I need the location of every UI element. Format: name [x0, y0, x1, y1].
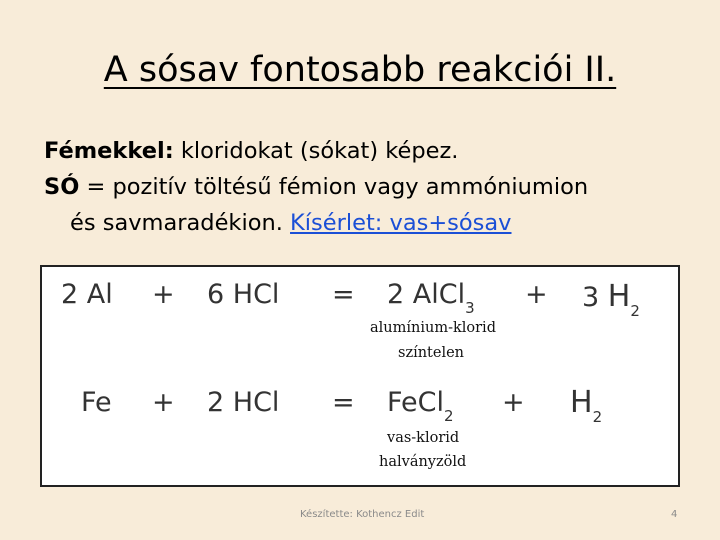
- text-salt: = pozitív töltésű fémion vagy ammóniumion: [79, 174, 589, 200]
- line-metals: [44, 133, 694, 169]
- eq2-plus1: +: [152, 387, 175, 418]
- equation-panel: [40, 265, 680, 487]
- eq1-plus2: +: [525, 279, 548, 310]
- text-salt-cont: és savmaradékion.: [70, 210, 291, 236]
- eq2-equals: =: [332, 387, 355, 418]
- eq1-note-name: alumínium-klorid: [370, 320, 496, 336]
- line-salt: [44, 169, 694, 205]
- label-metals: Fémekkel:: [44, 138, 174, 164]
- slide-title: [0, 48, 720, 92]
- eq1-equals: =: [332, 279, 355, 310]
- eq2-plus2: +: [502, 387, 525, 418]
- title-text: A sósav fontosabb reakciói II.: [103, 50, 617, 90]
- body-text: [44, 133, 694, 241]
- eq1-product2: 3 $H_2$: [582, 279, 640, 320]
- eq2-note-color: halványzöld: [379, 454, 467, 470]
- eq2-product1: FeCl$_2$: [387, 387, 454, 425]
- eq1-plus1: +: [152, 279, 175, 310]
- eq2-reactant1: Fe: [81, 387, 112, 418]
- eq2-product2: $H_2$: [570, 385, 603, 426]
- line-salt-cont: [44, 205, 694, 241]
- eq2-reactant2: 2 HCl: [207, 387, 280, 418]
- experiment-link[interactable]: Kísérlet: vas+sósav: [290, 210, 512, 236]
- label-salt: SÓ: [44, 174, 80, 200]
- eq2-note-name: vas-klorid: [387, 430, 460, 446]
- eq1-reactant2: 6 HCl: [207, 279, 280, 310]
- eq1-reactant1: 2 Al: [61, 279, 113, 310]
- eq1-product1: 2 AlCl$_3$: [387, 279, 475, 317]
- eq1-note-color: színtelen: [398, 345, 465, 361]
- footer-author: Készítette: Kothencz Edit: [300, 509, 425, 520]
- footer-page-number: 4: [671, 509, 678, 520]
- text-metals: kloridokat (sókat) képez.: [173, 138, 459, 164]
